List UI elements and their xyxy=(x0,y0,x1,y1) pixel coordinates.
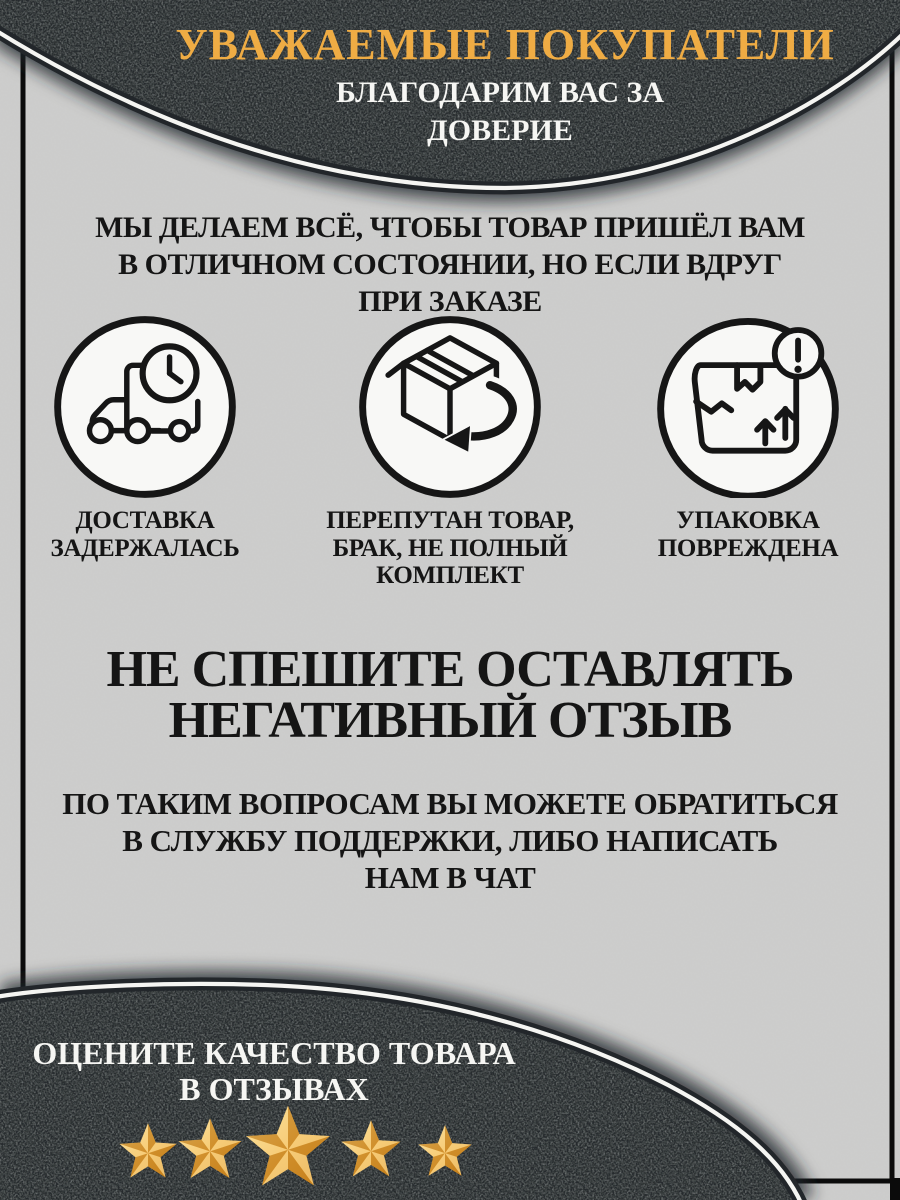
box-with-return-arrow-icon xyxy=(359,316,541,498)
intro-line3: ПРИ ЗАКАЗЕ xyxy=(358,285,542,318)
footer-cta-line2: В ОТЗЫВАХ xyxy=(179,1071,369,1107)
issue-label: ПЕРЕПУТАН ТОВАР, БРАК, НЕ ПОЛНЫЙ КОМПЛЕКТ xyxy=(326,507,574,589)
header-title: УВАЖАЕМЫЕ ПОКУПАТЕЛИ xyxy=(175,20,835,69)
issue-label: ДОСТАВКА ЗАДЕРЖАЛАСЬ xyxy=(50,507,240,562)
issue-wrong-item xyxy=(319,316,581,590)
issue-delivery-delayed xyxy=(14,316,276,562)
frame-corner-fill xyxy=(890,1178,900,1200)
truck-wheel xyxy=(89,420,111,442)
damaged-package-icon xyxy=(657,316,839,498)
intro-line1: МЫ ДЕЛАЕМ ВСЁ, ЧТОБЫ ТОВАР ПРИШЁЛ ВАМ xyxy=(95,211,805,244)
truck-wheel xyxy=(127,420,149,442)
warning-headline xyxy=(0,641,900,749)
issue-label: УПАКОВКА ПОВРЕЖДЕНА xyxy=(657,507,839,562)
support-line2: В СЛУЖБУ ПОДДЕРЖКИ, ЛИБО НАПИСАТЬ xyxy=(122,823,778,858)
intro-paragraph xyxy=(0,209,900,320)
support-paragraph xyxy=(0,785,900,896)
header-subtitle-line2: ДОВЕРИЕ xyxy=(427,114,573,147)
header-subtitle-line1: БЛАГОДАРИМ ВАС ЗА xyxy=(335,76,665,109)
support-line1: ПО ТАКИМ ВОПРОСАМ ВЫ МОЖЕТЕ ОБРАТИТЬСЯ xyxy=(62,786,838,821)
intro-line2: В ОТЛИЧНОМ СОСТОЯНИИ, НО ЕСЛИ ВДРУГ xyxy=(118,248,782,281)
delivery-truck-with-clock-icon xyxy=(54,316,236,498)
header-subtitle xyxy=(100,74,900,150)
issue-damaged-packaging xyxy=(617,316,879,562)
warning-line1: НЕ СПЕШИТЕ ОСТАВЛЯТЬ xyxy=(106,641,794,698)
warning-line2: НЕГАТИВНЫЙ ОТЗЫВ xyxy=(168,692,732,749)
exclamation-icon xyxy=(775,330,822,377)
truck-wheel xyxy=(170,422,188,440)
footer-cta-line1: ОЦЕНИТЕ КАЧЕСТВО ТОВАРА xyxy=(32,1035,516,1071)
support-line3: НАМ В ЧАТ xyxy=(364,860,536,895)
